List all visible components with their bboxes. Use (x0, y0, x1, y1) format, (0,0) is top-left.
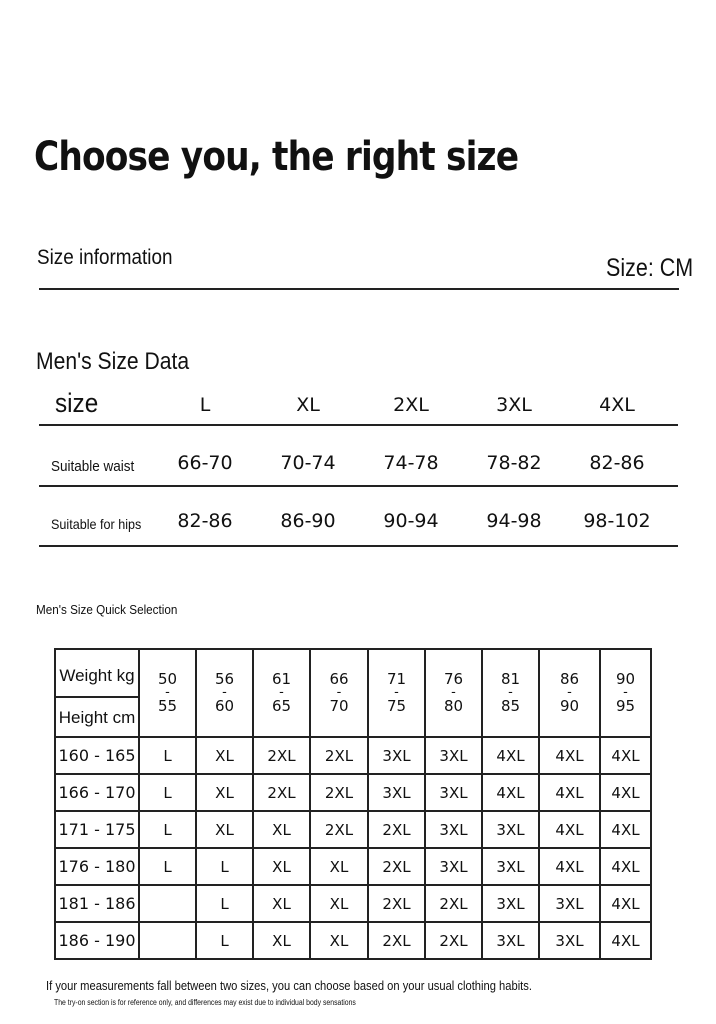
size-cell: XL (310, 848, 368, 885)
weight-separator: - (567, 685, 572, 700)
table-row (55, 848, 651, 885)
size-data-divider (39, 485, 678, 487)
weight-min: 50 (157, 670, 178, 688)
size-data-cell: 82-86 (177, 510, 233, 532)
size-cell: 4XL (539, 737, 600, 774)
size-data-divider (39, 424, 678, 426)
size-cell: 4XL (600, 774, 651, 811)
size-cell: 4XL (482, 774, 539, 811)
weight-min: 86 (559, 670, 580, 688)
size-cell: 3XL (482, 848, 539, 885)
weight-header-row (55, 649, 651, 737)
size-header-cell: 3XL (496, 394, 532, 416)
size-data-cell: 82-86 (589, 452, 645, 474)
size-data-title: Men's Size Data (36, 348, 190, 375)
height-range-cell: 181 - 186 (55, 885, 139, 922)
size-cell: 2XL (368, 885, 425, 922)
divider (39, 288, 679, 290)
size-header-cell: L (199, 394, 211, 416)
size-cell: 3XL (482, 811, 539, 848)
size-data-cell: 78-82 (486, 452, 542, 474)
size-cell: XL (253, 922, 310, 959)
size-data-row-label: Suitable for hips (51, 516, 142, 532)
size-cell: XL (196, 811, 253, 848)
size-cell: XL (196, 774, 253, 811)
weight-separator: - (508, 685, 513, 700)
quick-selection-table (54, 648, 652, 960)
size-cell: XL (196, 737, 253, 774)
weight-separator: - (279, 685, 284, 700)
size-cell: 2XL (310, 774, 368, 811)
weight-range-cell (600, 649, 651, 737)
height-range-cell: 171 - 175 (55, 811, 139, 848)
height-range-cell: 176 - 180 (55, 848, 139, 885)
size-cell (139, 885, 196, 922)
weight-max: 70 (329, 697, 349, 715)
size-cell: L (139, 811, 196, 848)
weight-range-cell (425, 649, 482, 737)
size-cell: 4XL (539, 774, 600, 811)
table-row (55, 811, 651, 848)
weight-height-header (55, 649, 139, 737)
size-cell: L (196, 922, 253, 959)
size-cell: XL (310, 885, 368, 922)
size-header-cell: XL (296, 394, 320, 416)
size-cell: 2XL (253, 737, 310, 774)
height-range-cell: 160 - 165 (55, 737, 139, 774)
size-cell: 2XL (310, 811, 368, 848)
size-data-row-waist (39, 452, 678, 482)
page-title: Choose you, the right size (34, 134, 519, 180)
size-data-cell: 86-90 (280, 510, 336, 532)
table-row (55, 922, 651, 959)
weight-min: 71 (386, 670, 407, 688)
weight-separator: - (336, 685, 342, 700)
weight-range-cell (482, 649, 539, 737)
weight-label: Weight kg (59, 666, 135, 685)
size-cell: 3XL (482, 885, 539, 922)
size-cell: 3XL (425, 774, 482, 811)
weight-range-cell (310, 649, 368, 737)
weight-max: 75 (386, 697, 407, 715)
size-cell: 4XL (539, 848, 600, 885)
size-data-cell: 74-78 (383, 452, 439, 474)
weight-separator: - (451, 685, 456, 700)
table-row (55, 774, 651, 811)
height-range-cell: 186 - 190 (55, 922, 139, 959)
size-cell: 2XL (425, 922, 482, 959)
weight-max: 60 (214, 697, 235, 715)
size-data-row-label: Suitable waist (51, 458, 135, 475)
size-cell: L (196, 885, 253, 922)
weight-min: 90 (615, 670, 636, 688)
weight-separator: - (623, 685, 628, 700)
weight-max: 65 (271, 697, 292, 715)
size-cell: L (139, 848, 196, 885)
weight-range-cell (196, 649, 253, 737)
size-header-cell: 2XL (393, 394, 429, 416)
quick-selection-title: Men's Size Quick Selection (36, 602, 178, 617)
size-cell: 4XL (600, 885, 651, 922)
size-cell: XL (253, 848, 310, 885)
size-cell: XL (253, 885, 310, 922)
weight-range-cell (139, 649, 196, 737)
size-cell: 2XL (425, 885, 482, 922)
weight-max: 95 (615, 697, 636, 715)
size-cell: L (196, 848, 253, 885)
size-data-cell: 90-94 (383, 510, 439, 532)
size-cell: XL (310, 922, 368, 959)
header-divider (56, 696, 138, 698)
size-data-divider (39, 545, 678, 547)
size-cell: 2XL (368, 811, 425, 848)
size-cell: 2XL (253, 774, 310, 811)
weight-range-cell (253, 649, 310, 737)
size-cell: 3XL (482, 922, 539, 959)
height-range-cell: 166 - 170 (55, 774, 139, 811)
height-label: Height cm (58, 708, 136, 727)
size-cell: 3XL (539, 885, 600, 922)
table-row (55, 737, 651, 774)
size-cell: 3XL (425, 737, 482, 774)
weight-min: 76 (443, 670, 464, 688)
size-cell: 4XL (600, 922, 651, 959)
size-header-cell: 4XL (599, 394, 635, 416)
size-cell (139, 922, 196, 959)
size-cell: XL (253, 811, 310, 848)
size-data-cell: 94-98 (486, 510, 542, 532)
size-cell: 3XL (425, 811, 482, 848)
weight-max: 90 (559, 697, 580, 715)
size-cell: 2XL (368, 848, 425, 885)
size-cell: 4XL (539, 811, 600, 848)
sizing-note: If your measurements fall between two sizes, you can choose based on your usual clothing habits. (46, 978, 532, 993)
weight-max: 80 (443, 697, 464, 715)
weight-separator: - (394, 685, 399, 700)
size-cell: 3XL (368, 737, 425, 774)
size-cell: 3XL (539, 922, 600, 959)
table-row (55, 885, 651, 922)
weight-min: 56 (214, 670, 235, 688)
unit-label: Size: CM (606, 254, 694, 282)
size-cell: 4XL (600, 848, 651, 885)
size-data-cell: 66-70 (177, 452, 233, 474)
size-information-label: Size information (37, 246, 173, 269)
size-data-row-hips (39, 510, 678, 540)
size-cell: 4XL (482, 737, 539, 774)
weight-min: 81 (500, 670, 521, 688)
size-data-header-row (39, 388, 678, 426)
weight-max: 55 (157, 697, 178, 715)
weight-max: 85 (500, 697, 521, 715)
weight-separator: - (165, 685, 170, 700)
size-cell: L (139, 737, 196, 774)
size-header-label: size (55, 388, 99, 418)
size-cell: 3XL (425, 848, 482, 885)
weight-min: 66 (329, 670, 349, 688)
size-data-cell: 98-102 (583, 510, 651, 532)
size-cell: 2XL (310, 737, 368, 774)
size-cell: 2XL (368, 922, 425, 959)
size-cell: 3XL (368, 774, 425, 811)
fine-print: The try-on section is for reference only, and differences may exist due to individual body sensations (54, 998, 356, 1007)
weight-min: 61 (271, 670, 292, 688)
weight-range-cell (539, 649, 600, 737)
weight-range-cell (368, 649, 425, 737)
weight-separator: - (222, 685, 227, 700)
size-data-cell: 70-74 (280, 452, 336, 474)
size-cell: 4XL (600, 737, 651, 774)
size-cell: L (139, 774, 196, 811)
size-cell: 4XL (600, 811, 651, 848)
